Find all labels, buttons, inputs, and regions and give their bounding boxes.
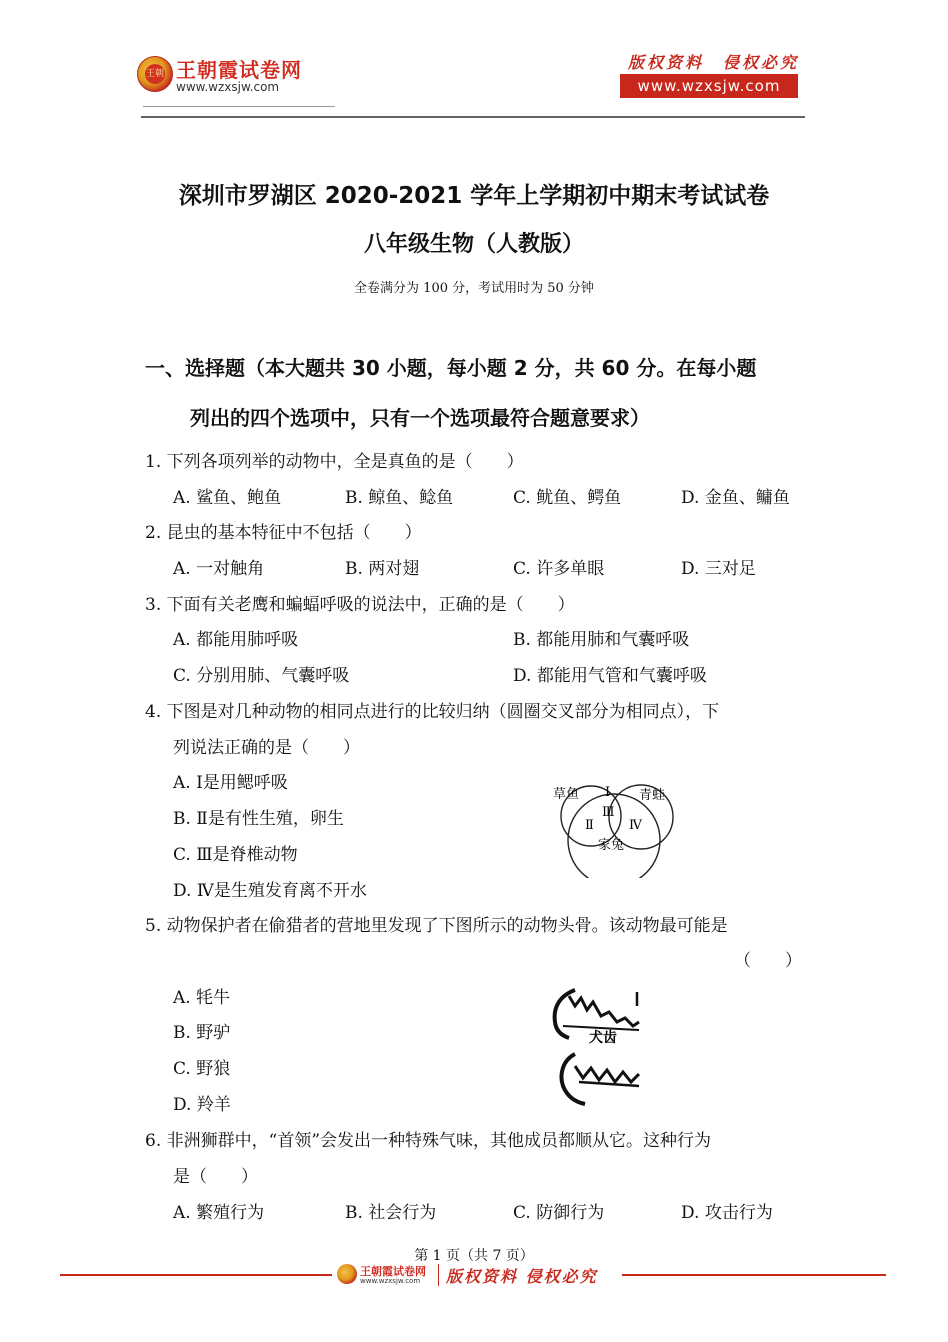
q1-stem: 1. 下列各项列举的动物中，全是真鱼的是（ ） [145,452,524,472]
skull-jaw-illustration [545,982,645,1110]
q2-option-d: D. 三对足 [681,559,756,579]
q3-option-c: C. 分别用肺、气囊呼吸 [173,666,350,686]
q6-option-a: A. 繁殖行为 [173,1203,265,1223]
logo-url: www.wzxsjw.com [176,80,280,94]
q4-stem-line2: 列说法正确的是（ ） [173,738,360,758]
q5-option-b: B. 野驴 [173,1023,231,1043]
venn-diagram [528,782,698,878]
q3-option-b: B. 都能用肺和气囊呼吸 [513,630,690,650]
header-rule [141,116,805,118]
exam-title: 深圳市罗湖区 2020-2021 学年上学期初中期末考试试卷 [178,183,770,209]
q4-stem-line1: 4. 下图是对几种动物的相同点进行的比较归纳（圆圈交叉部分为相同点），下 [145,702,720,722]
logo-name: 王朝霞试卷网 [176,58,302,82]
q6-option-d: D. 攻击行为 [681,1203,773,1223]
footer-separator [438,1264,439,1286]
q3-option-a: A. 都能用肺呼吸 [173,630,299,650]
q6-option-c: C. 防御行为 [513,1203,605,1223]
footer-logo-url: www.wzxsjw.com [360,1277,421,1285]
q1-option-b: B. 鲸鱼、鲶鱼 [345,488,454,508]
q4-option-c: C. Ⅲ是脊椎动物 [173,845,298,865]
skull-canine-label: 犬齿 [589,1030,617,1046]
website-banner: www.wzxsjw.com [620,74,798,98]
venn-region-4: Ⅳ [629,818,642,833]
q1-option-a: A. 鲨鱼、鲍鱼 [173,488,282,508]
q3-option-d: D. 都能用气管和气囊呼吸 [513,666,707,686]
footer-rule-right [622,1274,886,1276]
q4-option-a: A. Ⅰ是用鳃呼吸 [173,773,288,793]
q5-answer-paren: （ ） [734,951,802,971]
footer-copyright: 版权资料 侵权必究 [446,1267,598,1286]
q6-option-b: B. 社会行为 [345,1203,437,1223]
q6-stem-line1: 6. 非洲狮群中，“首领”会发出一种特殊气味，其他成员都顺从它。这种行为 [145,1131,712,1151]
logo-divider [143,106,335,107]
logo-emblem-icon [137,56,173,92]
logo-badge-text: 王朝 [145,64,165,84]
q6-stem-line2: 是（ ） [173,1167,258,1187]
venn-label-fish: 草鱼 [553,787,580,802]
exam-subject: 八年级生物（人教版） [363,232,584,257]
q1-option-c: C. 鱿鱼、鳄鱼 [513,488,622,508]
q2-option-a: A. 一对触角 [173,559,265,579]
venn-label-rabbit: 家兔 [598,838,625,853]
q5-stem: 5. 动物保护者在偷猎者的营地里发现了下图所示的动物头骨。该动物最可能是 [145,916,728,936]
venn-region-1: Ⅰ [605,785,611,800]
q1-option-d: D. 金鱼、鳙鱼 [681,488,790,508]
section-heading-line2: 列出的四个选项中，只有一个选项最符合题意要求） [190,406,650,430]
q5-option-c: C. 野狼 [173,1059,231,1079]
q2-stem: 2. 昆虫的基本特征中不包括（ ） [145,523,422,543]
copyright-notice: 版权资料 侵权必究 [628,53,800,72]
footer-rule-left [60,1274,332,1276]
q4-option-b: B. Ⅱ是有性生殖，卵生 [173,809,344,829]
q2-option-c: C. 许多单眼 [513,559,605,579]
page-number: 第 1 页（共 7 页） [414,1248,534,1264]
q4-option-d: D. Ⅳ是生殖发育离不开水 [173,881,367,901]
q5-option-d: D. 羚羊 [173,1095,231,1115]
venn-label-frog: 青蛙 [639,788,666,803]
footer-logo-icon [337,1264,357,1284]
venn-region-2: Ⅱ [585,818,594,833]
footer-logo-name: 王朝霞试卷网 [360,1265,426,1278]
q3-stem: 3. 下面有关老鹰和蝙蝠呼吸的说法中，正确的是（ ） [145,595,575,615]
section-heading-line1: 一、选择题（本大题共 30 小题，每小题 2 分，共 60 分。在每小题 [145,356,757,380]
q5-option-a: A. 牦牛 [173,988,231,1008]
exam-info: 全卷满分为 100 分，考试用时为 50 分钟 [354,281,594,296]
q2-option-b: B. 两对翅 [345,559,420,579]
venn-region-3: Ⅲ [602,805,615,820]
